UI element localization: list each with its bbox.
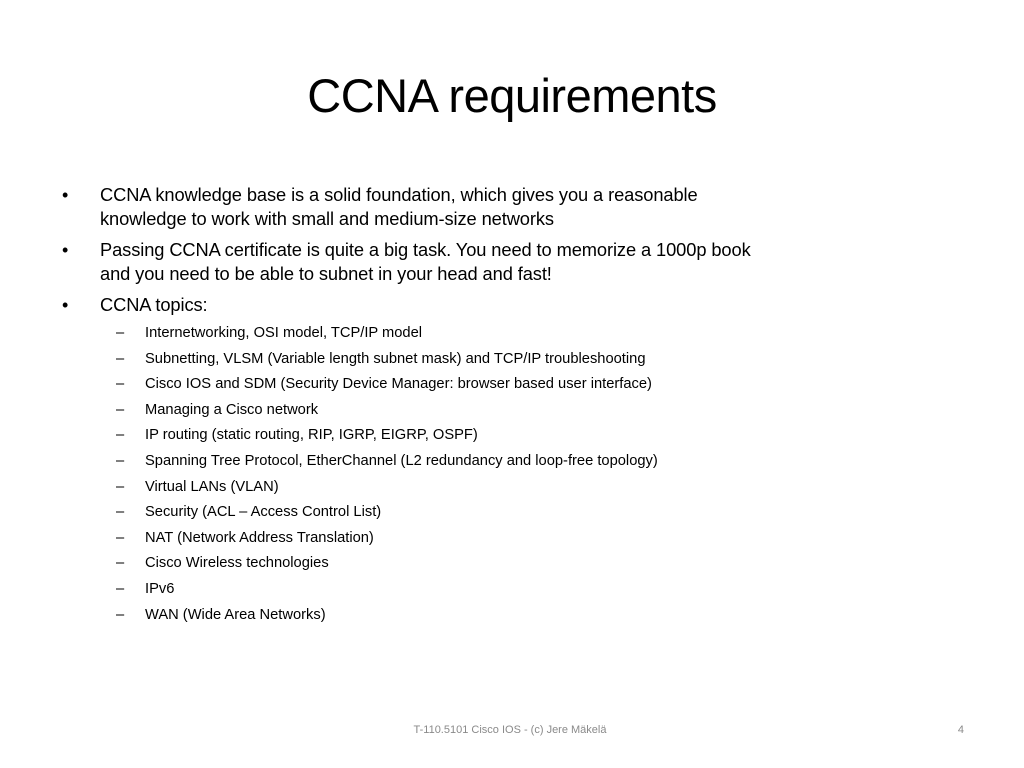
bullet-text: knowledge to work with small and medium-size networks xyxy=(100,208,554,229)
bullet-icon: • xyxy=(62,185,69,205)
topic-item: Cisco IOS and SDM (Security Device Manager: browser based user interface) xyxy=(145,376,652,393)
topic-item: Subnetting, VLSM (Variable length subnet mask) and TCP/IP troubleshooting xyxy=(145,350,646,367)
dash-icon: – xyxy=(116,401,125,418)
dash-icon: – xyxy=(116,453,125,469)
bullet-icon: • xyxy=(62,240,69,260)
topic-item: IP routing (static routing, RIP, IGRP, EIGRP, OSPF) xyxy=(145,427,478,444)
topic-item: Cisco Wireless technologies xyxy=(145,555,329,572)
page-number: 4 xyxy=(957,724,964,736)
dash-icon: – xyxy=(116,376,125,393)
bullet-icon: • xyxy=(62,295,69,315)
dash-icon: – xyxy=(116,350,125,367)
topic-item: NAT (Network Address Translation) xyxy=(145,529,374,546)
dash-icon: – xyxy=(116,555,125,572)
dash-icon: – xyxy=(116,606,125,623)
dash-icon: – xyxy=(116,504,125,521)
topic-item: Security (ACL – Access Control List) xyxy=(145,504,382,521)
bullet-text: Passing CCNA certificate is quite a big task. You need to memorize a 1000p book xyxy=(100,239,751,260)
dash-icon: – xyxy=(116,325,125,341)
topic-item: Spanning Tree Protocol, EtherChannel (L2 redundancy and loop-free topology) xyxy=(145,453,658,469)
topic-item: Internetworking, OSI model, TCP/IP model xyxy=(145,325,423,341)
topic-item: WAN (Wide Area Networks) xyxy=(145,606,326,623)
bullet-text: CCNA knowledge base is a solid foundation, which gives you a reasonable xyxy=(100,184,698,205)
footer-text: T-110.5101 Cisco IOS - (c) Jere Mäkelä xyxy=(413,724,607,736)
topic-item: Virtual LANs (VLAN) xyxy=(145,478,279,495)
dash-icon: – xyxy=(116,581,125,597)
slide-title: CCNA requirements xyxy=(307,69,717,122)
bullet-text: and you need to be able to subnet in your head and fast! xyxy=(100,263,552,284)
topic-item: Managing a Cisco network xyxy=(145,401,319,418)
dash-icon: – xyxy=(116,478,125,495)
dash-icon: – xyxy=(116,529,125,546)
bullet-text: CCNA topics: xyxy=(100,294,208,315)
dash-icon: – xyxy=(116,427,125,444)
topic-item: IPv6 xyxy=(145,581,175,597)
